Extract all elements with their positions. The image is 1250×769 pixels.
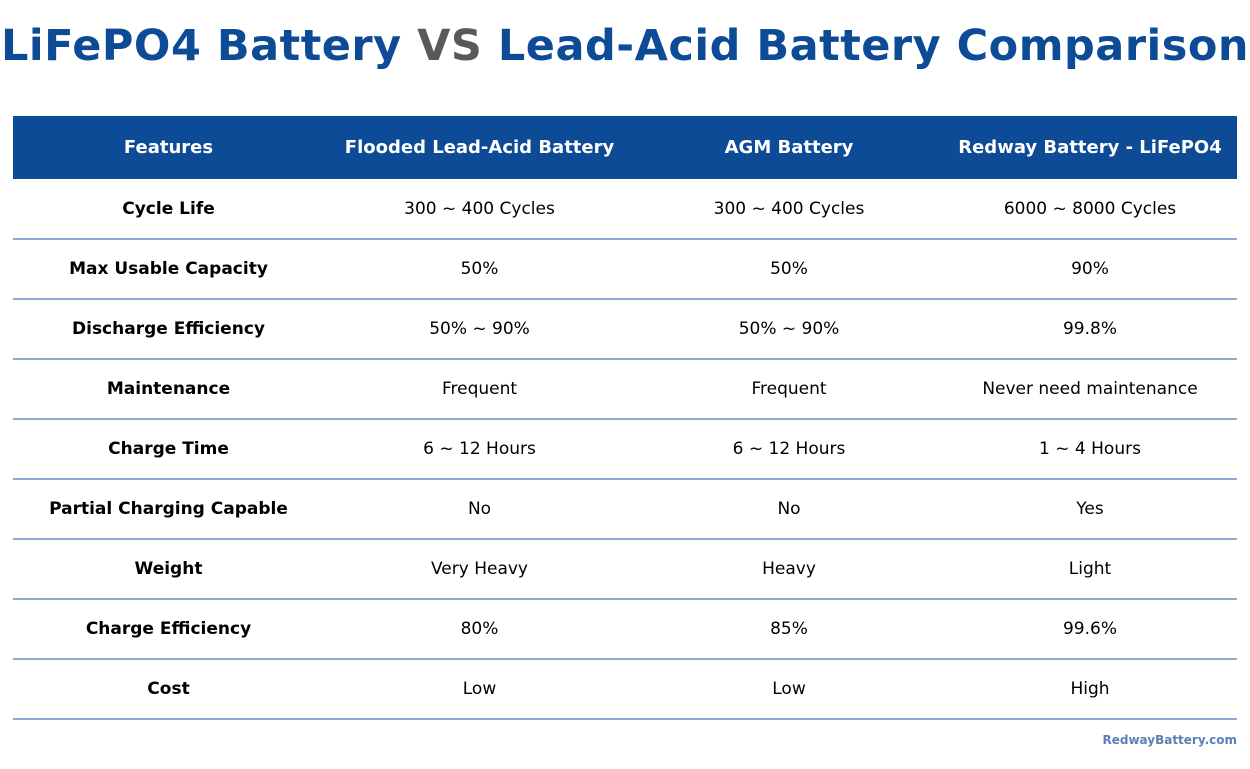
header-flooded-lead-acid: Flooded Lead-Acid Battery: [344, 137, 615, 158]
feature-cell: Cost: [13, 659, 324, 719]
value-cell: 6 ~ 12 Hours: [324, 419, 635, 479]
value-cell: 6 ~ 12 Hours: [635, 419, 943, 479]
value-cell: High: [943, 659, 1237, 719]
value-cell: Heavy: [635, 539, 943, 599]
value-cell: 300 ~ 400 Cycles: [324, 179, 635, 239]
value-cell: 99.6%: [943, 599, 1237, 659]
table-row: [13, 479, 1237, 539]
feature-cell: Charge Efficiency: [13, 599, 324, 659]
table-row: [13, 299, 1237, 359]
header-agm: AGM Battery: [724, 137, 854, 158]
header-features: Features: [123, 137, 214, 158]
value-cell: 80%: [324, 599, 635, 659]
title-part-lead-acid: Lead-Acid Battery Comparison: [497, 21, 1250, 71]
header-redway-lifepo4: Redway Battery - LiFePO4: [958, 137, 1222, 158]
source-credit: RedwayBattery.com: [1102, 733, 1237, 747]
feature-cell: Discharge Efficiency: [13, 299, 324, 359]
value-cell: No: [324, 479, 635, 539]
value-cell: 50%: [324, 239, 635, 299]
value-cell: Yes: [943, 479, 1237, 539]
value-cell: 50%: [635, 239, 943, 299]
table-row: [13, 239, 1237, 299]
table-row: [13, 359, 1237, 419]
value-cell: Light: [943, 539, 1237, 599]
value-cell: 85%: [635, 599, 943, 659]
value-cell: No: [635, 479, 943, 539]
feature-cell: Partial Charging Capable: [13, 479, 324, 539]
value-cell: Frequent: [635, 359, 943, 419]
feature-cell: Max Usable Capacity: [13, 239, 324, 299]
value-cell: 50% ~ 90%: [324, 299, 635, 359]
page-title: [0, 14, 1250, 78]
value-cell: 300 ~ 400 Cycles: [635, 179, 943, 239]
value-cell: Never need maintenance: [943, 359, 1237, 419]
table-row: [13, 539, 1237, 599]
comparison-table: [13, 116, 1237, 720]
feature-cell: Charge Time: [13, 419, 324, 479]
value-cell: 90%: [943, 239, 1237, 299]
title-part-lifepo4: LiFePO4 Battery: [0, 21, 402, 71]
feature-cell: Maintenance: [13, 359, 324, 419]
value-cell: Low: [635, 659, 943, 719]
value-cell: 99.8%: [943, 299, 1237, 359]
value-cell: Low: [324, 659, 635, 719]
value-cell: Very Heavy: [324, 539, 635, 599]
table-row: [13, 599, 1237, 659]
table-header-row: [13, 116, 1237, 179]
table-row: [13, 419, 1237, 479]
value-cell: Frequent: [324, 359, 635, 419]
feature-cell: Cycle Life: [13, 179, 324, 239]
feature-cell: Weight: [13, 539, 324, 599]
value-cell: 6000 ~ 8000 Cycles: [943, 179, 1237, 239]
title-vs: VS: [417, 21, 483, 71]
table-row: [13, 659, 1237, 719]
value-cell: 50% ~ 90%: [635, 299, 943, 359]
table-row: [13, 179, 1237, 239]
value-cell: 1 ~ 4 Hours: [943, 419, 1237, 479]
